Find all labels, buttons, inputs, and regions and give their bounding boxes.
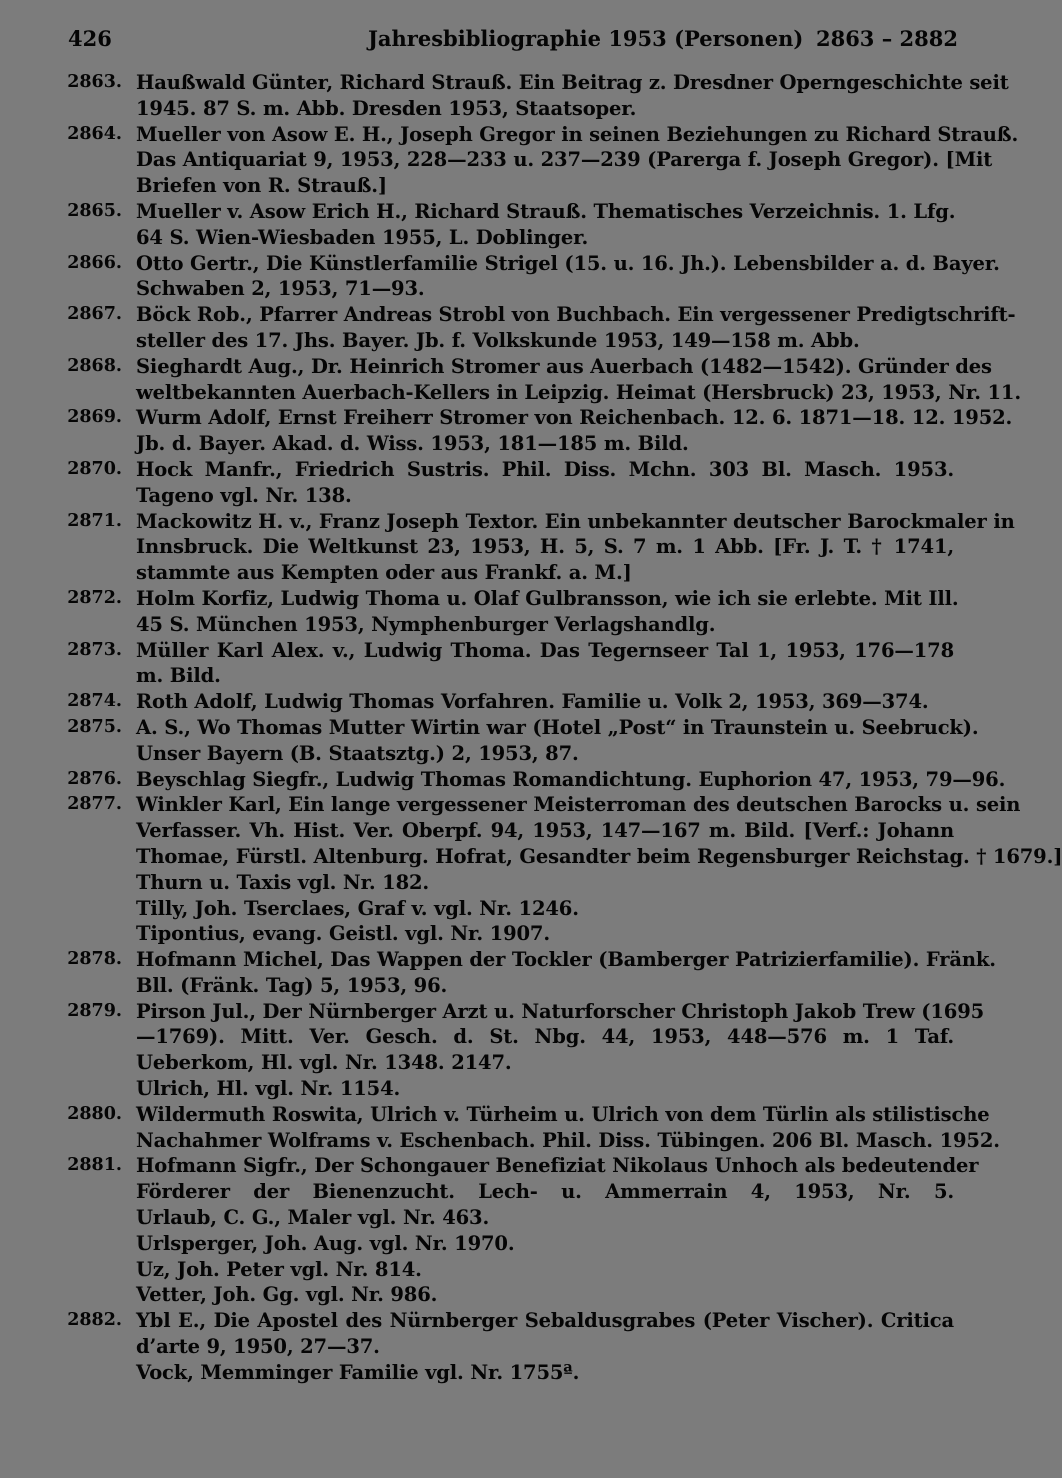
entry-number: 2867. (67, 304, 122, 325)
entry-line: Ybl E., Die Apostel des Nürnberger Sebaldusgrabes (Peter Vischer). Critica (136, 1309, 954, 1333)
entry-line: Sieghardt Aug., Dr. Heinrich Stromer aus Auerbach (1482—1542). Gründer des (136, 354, 992, 378)
entry-number: 2871. (67, 510, 122, 531)
entry-line: Unser Bayern (B. Staatsztg.) 2, 1953, 87. (136, 741, 579, 765)
entry-line: Beyschlag Siegfr., Ludwig Thomas Romandichtung. Euphorion 47, 1953, 79—96. (136, 767, 1006, 791)
entry-text (136, 947, 996, 999)
entry-line: Nachahmer Wolframs v. Eschenbach. Phil. Diss. Tübingen. 206 Bl. Masch. 1952. (136, 1128, 1000, 1152)
bibliography-entry (0, 689, 1000, 715)
entry-line: Urlsperger, Joh. Aug. vgl. Nr. 1970. (136, 1231, 515, 1255)
bibliography-entry (0, 509, 1015, 586)
entry-line: Tageno vgl. Nr. 138. (136, 483, 352, 507)
entry-line: Haußwald Günter, Richard Strauß. Ein Beitrag z. Dresdner Operngeschichte seit (136, 71, 1009, 94)
page-header (68, 22, 958, 56)
entry-line: Mackowitz H. v., Franz Joseph Textor. Ein unbekannter deutscher Barockmaler in (136, 509, 1015, 533)
entry-line: Wildermuth Roswita, Ulrich v. Türheim u. Ulrich von dem Türlin als stilistische (136, 1102, 990, 1126)
entry-text (136, 1102, 1000, 1154)
entry-line: Förderer der Bienenzucht. Lech- u. Ammerrain 4, 1953, Nr. 5. (136, 1180, 954, 1204)
entry-line: 64 S. Wien-Wiesbaden 1955, L. Doblinger. (136, 225, 589, 249)
entry-number: 2865. (67, 200, 122, 221)
entry-line: Mueller v. Asow Erich H., Richard Strauß. Thematisches Verzeichnis. 1. Lfg. (136, 199, 956, 223)
entry-number: 2876. (67, 768, 122, 789)
entry-line: Hofmann Michel, Das Wappen der Tockler (Bamberger Patrizierfamilie). Fränk. (136, 948, 996, 972)
entry-text (136, 999, 985, 1102)
entry-range: 2863 – 2882 (815, 26, 958, 51)
entry-line: Müller Karl Alex. v., Ludwig Thoma. Das Tegernseer Tal 1, 1953, 176—178 (136, 638, 954, 662)
entry-line: Holm Korfiz, Ludwig Thoma u. Olaf Gulbransson, wie ich sie erlebte. Mit Ill. (136, 586, 959, 610)
entry-number: 2875. (67, 716, 122, 737)
entry-line: Wurm Adolf, Ernst Freiherr Stromer von Reichenbach. 12. 6. 1871—18. 12. 1952. (136, 406, 1013, 430)
entry-line: steller des 17. Jhs. Bayer. Jb. f. Volkskunde 1953, 149—158 m. Abb. (136, 328, 860, 352)
entry-line: Winkler Karl, Ein lange vergessener Meisterroman des deutschen Barocks u. sein (136, 793, 1021, 817)
entry-number: 2874. (67, 691, 122, 712)
entry-line: Briefen von R. Strauß.] (136, 174, 387, 198)
entry-line: Thomae, Fürstl. Altenburg. Hofrat, Gesandter beim Regensburger Reichstag. † 1679.] (136, 844, 1062, 868)
entry-number: 2868. (67, 355, 122, 376)
entry-text (136, 70, 1009, 122)
entry-text (136, 715, 979, 767)
bibliography-entry-list (0, 70, 1062, 1386)
entry-line: Pirson Jul., Der Nürnberger Arzt u. Naturforscher Christoph Jakob Trew (1695 (136, 999, 985, 1023)
entry-text (136, 1153, 979, 1308)
entry-line: Ueberkom, Hl. vgl. Nr. 1348. 2147. (136, 1051, 512, 1075)
entry-text (136, 199, 954, 251)
entry-line: Urlaub, C. G., Maler vgl. Nr. 463. (136, 1206, 490, 1230)
entry-line: d’arte 9, 1950, 27—37. (136, 1335, 380, 1359)
entry-text (136, 457, 954, 509)
page-number: 426 (68, 26, 112, 51)
entry-line: Das Antiquariat 9, 1953, 228—233 u. 237—239 (Parerga f. Joseph Gregor). [Mit (136, 148, 993, 172)
entry-line: Mueller von Asow E. H., Joseph Gregor in seinen Beziehungen zu Richard Strauß. (136, 122, 1019, 146)
entry-number: 2880. (67, 1103, 122, 1124)
entry-number: 2872. (67, 587, 122, 608)
entry-text (136, 122, 1019, 199)
bibliography-entry (0, 1153, 1000, 1308)
bibliography-entry (0, 405, 1013, 457)
bibliography-entry (0, 715, 1000, 767)
entry-line: Uz, Joh. Peter vgl. Nr. 814. (136, 1257, 422, 1281)
entry-line: Tipontius, evang. Geistl. vgl. Nr. 1907. (136, 922, 550, 946)
bibliography-entry (0, 251, 1000, 303)
entry-line: stammte aus Kempten oder aus Frankf. a. M.] (136, 561, 632, 585)
entry-text (136, 302, 1016, 354)
entry-line: Vetter, Joh. Gg. vgl. Nr. 986. (136, 1283, 438, 1307)
entry-line: Tilly, Joh. Tserclaes, Graf v. vgl. Nr. 1246. (136, 896, 579, 920)
entry-line: —1769). Mitt. Ver. Gesch. d. St. Nbg. 44, 1953, 448—576 m. 1 Taf. (136, 1025, 954, 1049)
entry-line: Thurn u. Taxis vgl. Nr. 182. (136, 870, 430, 894)
entry-line: Roth Adolf, Ludwig Thomas Vorfahren. Familie u. Volk 2, 1953, 369—374. (136, 690, 929, 714)
entry-number: 2878. (67, 949, 122, 970)
entry-line: Hofmann Sigfr., Der Schongauer Benefiziat Nikolaus Unhoch als bedeutender (136, 1154, 979, 1178)
entry-text (136, 354, 1021, 406)
entry-number: 2863. (67, 72, 122, 92)
entry-line: Bll. (Fränk. Tag) 5, 1953, 96. (136, 973, 448, 997)
bibliography-entry (0, 999, 1000, 1102)
bibliography-entry (0, 1308, 1000, 1385)
bibliography-entry (0, 586, 1000, 638)
entry-line: Hock Manfr., Friedrich Sustris. Phil. Diss. Mchn. 303 Bl. Masch. 1953. (136, 457, 954, 481)
entry-line: Böck Rob., Pfarrer Andreas Strobl von Buchbach. Ein vergessener Predigtschrift- (136, 303, 1016, 327)
running-title: Jahresbibliographie 1953 (Personen) (368, 26, 804, 51)
bibliography-entry (0, 70, 1009, 122)
bibliography-entry (0, 767, 1006, 793)
entry-text (136, 638, 954, 690)
entry-line: m. Bild. (136, 664, 221, 688)
bibliography-entry (0, 947, 1000, 999)
entry-line: weltbekannten Auerbach-Kellers in Leipzig. Heimat (Hersbruck) 23, 1953, Nr. 11. (136, 380, 1021, 404)
entry-number: 2877. (67, 794, 122, 815)
entry-line: Otto Gertr., Die Künstlerfamilie Strigel (15. u. 16. Jh.). Lebensbilder a. d. Bayer. (136, 251, 1000, 275)
entry-line: Jb. d. Bayer. Akad. d. Wiss. 1953, 181—185 m. Bild. (136, 432, 689, 456)
entry-line: A. S., Wo Thomas Mutter Wirtin war (Hotel „Post“ in Traunstein u. Seebruck). (136, 715, 979, 739)
entry-text (136, 689, 954, 715)
entry-line: Verfasser. Vh. Hist. Ver. Oberpf. 94, 1953, 147—167 m. Bild. [Verf.: Johann (136, 819, 954, 843)
bibliography-entry (0, 457, 1000, 509)
bibliography-entry (0, 199, 1000, 251)
entry-text (136, 767, 1006, 793)
entry-line: Innsbruck. Die Weltkunst 23, 1953, H. 5, S. 7 m. 1 Abb. [Fr. J. T. † 1741, (136, 535, 954, 559)
entry-text (136, 405, 1013, 457)
entry-line: 1945. 87 S. m. Abb. Dresden 1953, Staatsoper. (136, 96, 637, 120)
bibliography-entry (0, 354, 1021, 406)
entry-text (136, 792, 1062, 947)
entry-number: 2873. (67, 639, 122, 660)
entry-line: Ulrich, Hl. vgl. Nr. 1154. (136, 1077, 401, 1101)
bibliography-entry (0, 792, 1062, 947)
entry-line: 45 S. München 1953, Nymphenburger Verlagshandlg. (136, 612, 716, 636)
bibliography-entry (0, 638, 1000, 690)
entry-number: 2882. (67, 1310, 122, 1331)
entry-number: 2869. (67, 407, 122, 428)
entry-line: Vock, Memminger Familie vgl. Nr. 1755ª. (136, 1360, 580, 1384)
entry-line: Schwaben 2, 1953, 71—93. (136, 277, 425, 301)
entry-text (136, 251, 1000, 303)
entry-number: 2881. (67, 1155, 122, 1176)
entry-number: 2879. (67, 1000, 122, 1021)
entry-text (136, 586, 959, 638)
bibliography-entry (0, 1102, 1000, 1154)
entry-number: 2864. (67, 123, 122, 144)
bibliography-entry (0, 122, 1019, 199)
entry-text (136, 1308, 954, 1385)
bibliography-entry (0, 302, 1016, 354)
entry-number: 2866. (67, 252, 122, 273)
entry-number: 2870. (67, 458, 122, 479)
entry-text (136, 509, 1015, 586)
